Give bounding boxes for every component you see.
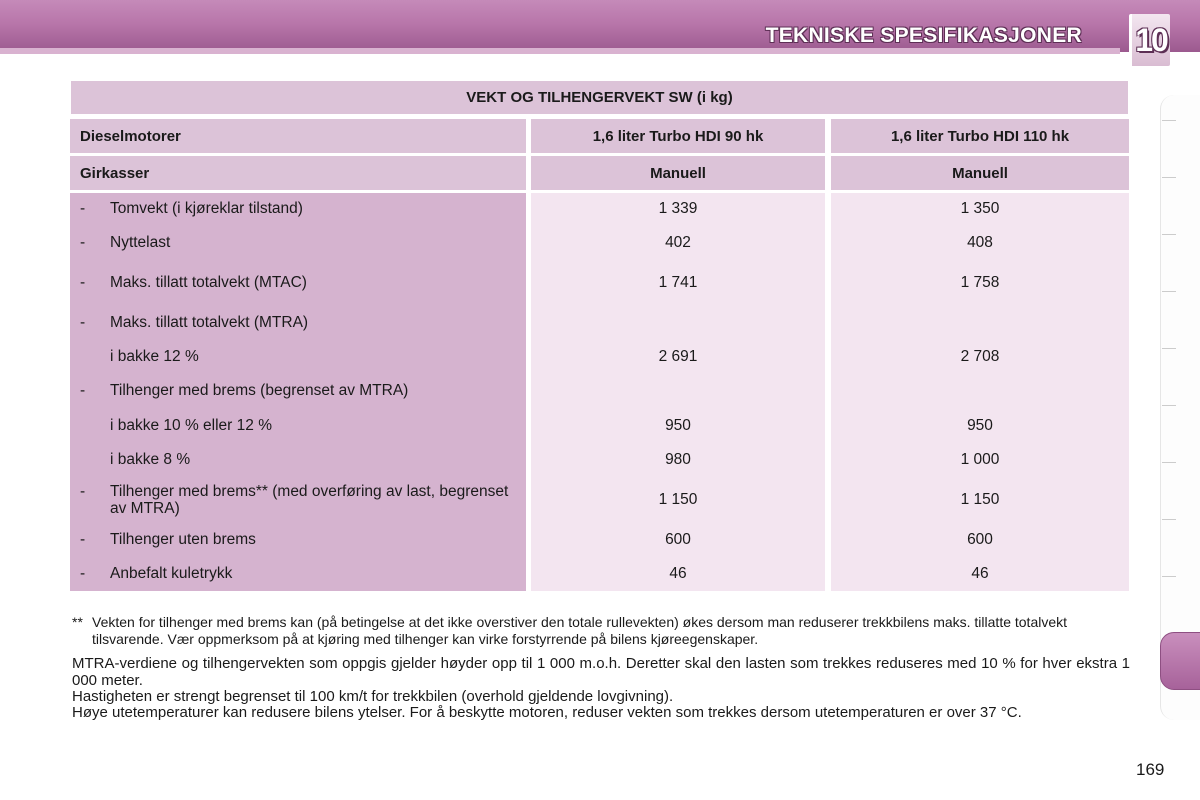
paragraph-mtra: MTRA-verdiene og tilhengervekten som oppgis gjelder høyder opp til 1 000 m.o.h. Deretter skal den lasten som trekkes reduseres med 10 % for hver ekstra 1 000 meter. (72, 655, 1130, 689)
table-title: VEKT OG TILHENGERVEKT SW (i kg) (70, 80, 1129, 115)
row-label: Tomvekt (i kjøreklar tilstand) (110, 200, 303, 217)
row-value-col2: 600 (967, 531, 993, 548)
row-value-col1: 980 (665, 451, 691, 468)
chapter-badge (1129, 14, 1170, 66)
gearbox-header-col1: Manuell (531, 156, 825, 190)
row-dash: - (80, 382, 86, 399)
row-label: i bakke 8 % (110, 451, 191, 468)
footnote-marker: ** (72, 614, 83, 630)
row-value-col1: 1 741 (658, 274, 698, 291)
tab-divider (1162, 291, 1176, 292)
chapter-number: 10 (1135, 21, 1167, 58)
tab-divider (1162, 576, 1176, 577)
row-label: Tilhenger med brems** (med overføring av last, begrenset av MTRA) (110, 483, 509, 517)
row-label: Tilhenger med brems (begrenset av MTRA) (110, 382, 409, 399)
row-label: i bakke 12 % (110, 348, 199, 365)
row-dash: - (80, 274, 86, 291)
row-dash: - (80, 483, 86, 500)
tab-divider (1162, 234, 1176, 235)
tab-divider (1162, 405, 1176, 406)
row-dash: - (80, 234, 86, 251)
tab-divider (1162, 519, 1176, 520)
row-dash: - (80, 531, 86, 548)
tab-divider (1162, 177, 1176, 178)
row-value-col1: 600 (665, 531, 691, 548)
row-dash: - (80, 200, 86, 217)
row-value-col1: 46 (669, 565, 687, 582)
tab-divider (1162, 120, 1176, 121)
row-value-col2: 1 758 (960, 274, 1000, 291)
row-label: Tilhenger uten brems (110, 531, 256, 548)
engine-header-col1: 1,6 liter Turbo HDI 90 hk (531, 119, 825, 153)
row-label: Anbefalt kuletrykk (110, 565, 233, 582)
engine-header-label: Dieselmotorer (70, 119, 526, 153)
row-value-col1: 1 150 (658, 491, 698, 508)
row-value-col2: 1 350 (960, 200, 1000, 217)
row-label: Maks. tillatt totalvekt (MTRA) (110, 314, 309, 331)
row-value-col2: 1 000 (960, 451, 1000, 468)
row-value-col2: 950 (967, 417, 993, 434)
tab-divider (1162, 462, 1176, 463)
row-label: Nyttelast (110, 234, 171, 251)
row-value-col1: 402 (665, 234, 691, 251)
row-dash: - (80, 565, 86, 582)
row-value-col2: 46 (971, 565, 989, 582)
row-dash: - (80, 314, 86, 331)
page-header (0, 0, 1200, 68)
chapter-tab-active[interactable] (1160, 632, 1200, 690)
tab-divider (1162, 348, 1176, 349)
row-value-col1: 2 691 (658, 348, 698, 365)
row-value-col1: 1 339 (658, 200, 698, 217)
paragraph-speed: Hastigheten er strengt begrenset til 100 km/t for trekkbilen (overhold gjeldende lovgivning). (72, 688, 674, 705)
side-tab-strip (1160, 95, 1200, 720)
gearbox-header-label: Girkasser (70, 156, 526, 190)
engine-header-col2: 1,6 liter Turbo HDI 110 hk (831, 119, 1129, 153)
row-value-col1: 950 (665, 417, 691, 434)
row-value-col2: 1 150 (960, 491, 1000, 508)
section-title: TEKNISKE SPESIFIKASJONER (765, 24, 1082, 47)
row-value-col2: 2 708 (960, 348, 1000, 365)
header-stripe (0, 48, 1120, 54)
row-value-col2: 408 (967, 234, 993, 251)
gearbox-header-col2: Manuell (831, 156, 1129, 190)
paragraph-temperature: Høye utetemperaturer kan redusere bilens ytelser. For å beskytte motoren, reduser vekten som trekkes dersom utetemperaturen er over 37 °C. (72, 704, 1022, 721)
footnote-text: Vekten for tilhenger med brems kan (på betingelse at det ikke overstiver den totale rullevekten) økes dersom man reduserer trekkbilens maks. tillatte totalvekt tilsvarende. Vær oppmerksom på at kjøring med tilhenger kan virke forstyrrende på bilens kjøreegenskaper. (92, 614, 1068, 647)
page-number: 169 (1136, 760, 1165, 779)
row-label: i bakke 10 % eller 12 % (110, 417, 272, 434)
row-label: Maks. tillatt totalvekt (MTAC) (110, 274, 307, 291)
